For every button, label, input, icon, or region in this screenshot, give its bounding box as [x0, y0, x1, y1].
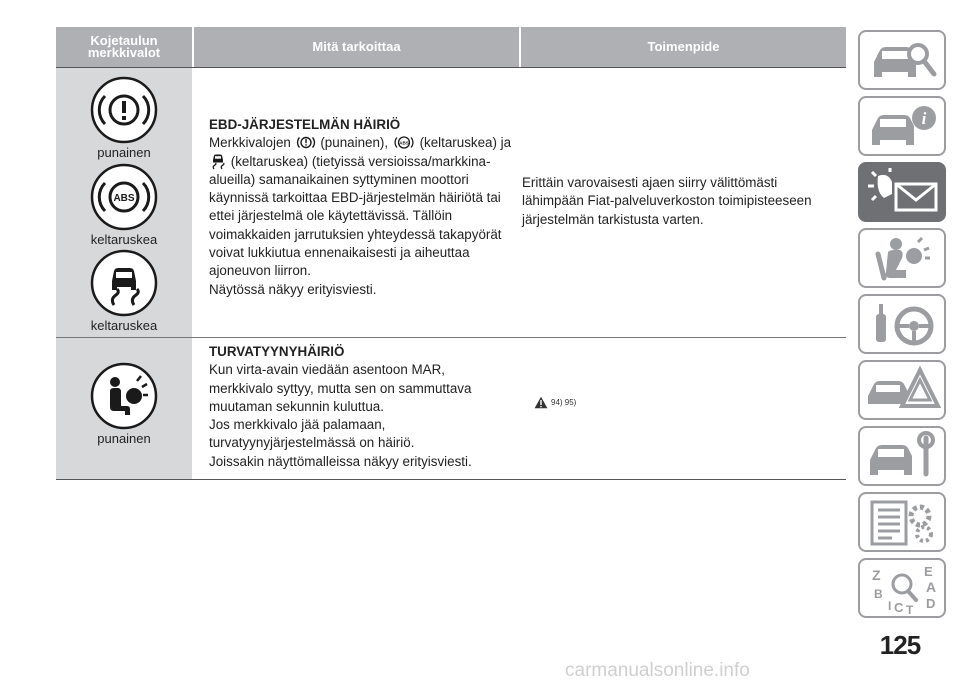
svg-text:B: B: [874, 587, 883, 601]
esc-skid-icon: [90, 249, 158, 317]
tab-safety[interactable]: [858, 228, 946, 288]
brake-warning-icon: [90, 76, 158, 144]
svg-text:T: T: [906, 603, 914, 616]
tab-maintenance[interactable]: [858, 426, 946, 486]
header-meaning: Mitä tarkoittaa: [194, 27, 519, 67]
car-search-icon: [860, 32, 944, 88]
page-number: 125: [879, 630, 921, 660]
tab-starting-driving[interactable]: [858, 294, 946, 354]
caution-triangle-icon: [534, 396, 548, 409]
desc-text: (punainen),: [320, 135, 389, 151]
warning-light-message-icon: [860, 164, 944, 220]
desc-text: Merkkivalojen: [209, 135, 291, 151]
airbag-warning-icon: [90, 362, 158, 430]
tab-technical-data[interactable]: [858, 492, 946, 552]
svg-text:E: E: [924, 564, 933, 579]
row1-description: [209, 116, 524, 299]
svg-text:A: A: [926, 579, 937, 595]
desc-line: Kun virta-avain viedään asentoon MAR,: [209, 362, 445, 378]
desc-text: (keltaruskea) ja: [419, 135, 512, 151]
desc-line: Jos merkkivalo jää palamaan,: [209, 417, 386, 433]
svg-text:C: C: [894, 600, 904, 615]
watermark: carmanualsonline.info: [565, 660, 750, 681]
desc-line: merkkivalo syttyy, mutta sen on sammuttava: [209, 380, 472, 396]
lamp-label: keltaruskea: [90, 232, 158, 247]
tab-index[interactable]: [858, 558, 946, 618]
car-wrench-icon: [860, 428, 944, 484]
svg-text:I: I: [888, 599, 892, 613]
abs-warning-icon: [90, 163, 158, 231]
car-info-icon: [860, 98, 944, 154]
warning-references: [534, 396, 576, 409]
fault-title: EBD-JÄRJESTELMÄN HÄIRIÖ: [209, 117, 401, 132]
key-steering-wheel-icon: [860, 296, 944, 352]
row1-action: Erittäin varovaisesti ajaen siirry välittömästi lähimpään Fiat-palveluverkoston toimipisteeseen järjestelmän tarkistusta varten.: [522, 175, 812, 227]
desc-display-message: Näytössä näkyy erityisviesti.: [209, 281, 377, 297]
desc-line: turvatyynyjärjestelmässä on häiriö.: [209, 435, 415, 451]
tab-warning-lights[interactable]: [858, 162, 946, 222]
alphabet-index-icon: [860, 560, 944, 616]
desc-line: Joissakin näyttömalleissa näkyy erityisviesti.: [209, 453, 472, 469]
svg-text:i: i: [921, 109, 927, 128]
desc-text: (keltaruskea) (tietyissä versioissa/markkina-alueilla) samanaikainen syttyminen moottori käynnissä tarkoittaa EBD-järjestelmän häiriötä tai ettei järjestelmä ole käytettävissä. Tällöin voimakkaiden jarrutuksien yhteydessä takapyörät voivat lukkiutua ennenaikaisesti ja aiheuttaa ajoneuvon liirron.: [209, 153, 502, 279]
tab-car-info[interactable]: [858, 96, 946, 156]
header-warning-lights: Kojetaulun merkkivalot: [56, 27, 192, 67]
fault-title: TURVATYYNYHÄIRIÖ: [209, 344, 345, 359]
row2-description: [209, 343, 524, 471]
tab-emergency[interactable]: [858, 360, 946, 420]
svg-text:D: D: [926, 596, 936, 611]
lamp-label: keltaruskea: [90, 318, 158, 333]
seat-airbag-icon: [860, 230, 944, 286]
lamp-label: punainen: [97, 431, 151, 446]
svg-text:Z: Z: [872, 567, 881, 583]
specs-gear-icon: [860, 494, 944, 550]
abs-inline-icon: [393, 134, 415, 151]
car-warning-triangle-icon: [860, 362, 944, 418]
skid-inline-icon: [210, 153, 226, 170]
tab-car-search[interactable]: [858, 30, 946, 90]
lamp-label: punainen: [97, 145, 151, 160]
svg-text:ABS: ABS: [113, 193, 135, 204]
desc-line: muutaman sekunnin kuluttua.: [209, 398, 384, 414]
svg-text:ABS: ABS: [399, 140, 409, 146]
reference-numbers: 94) 95): [551, 398, 577, 407]
brake-inline-icon: [296, 134, 316, 151]
table-bottom-line: [56, 479, 846, 480]
header-action: Toimenpide: [521, 27, 846, 67]
